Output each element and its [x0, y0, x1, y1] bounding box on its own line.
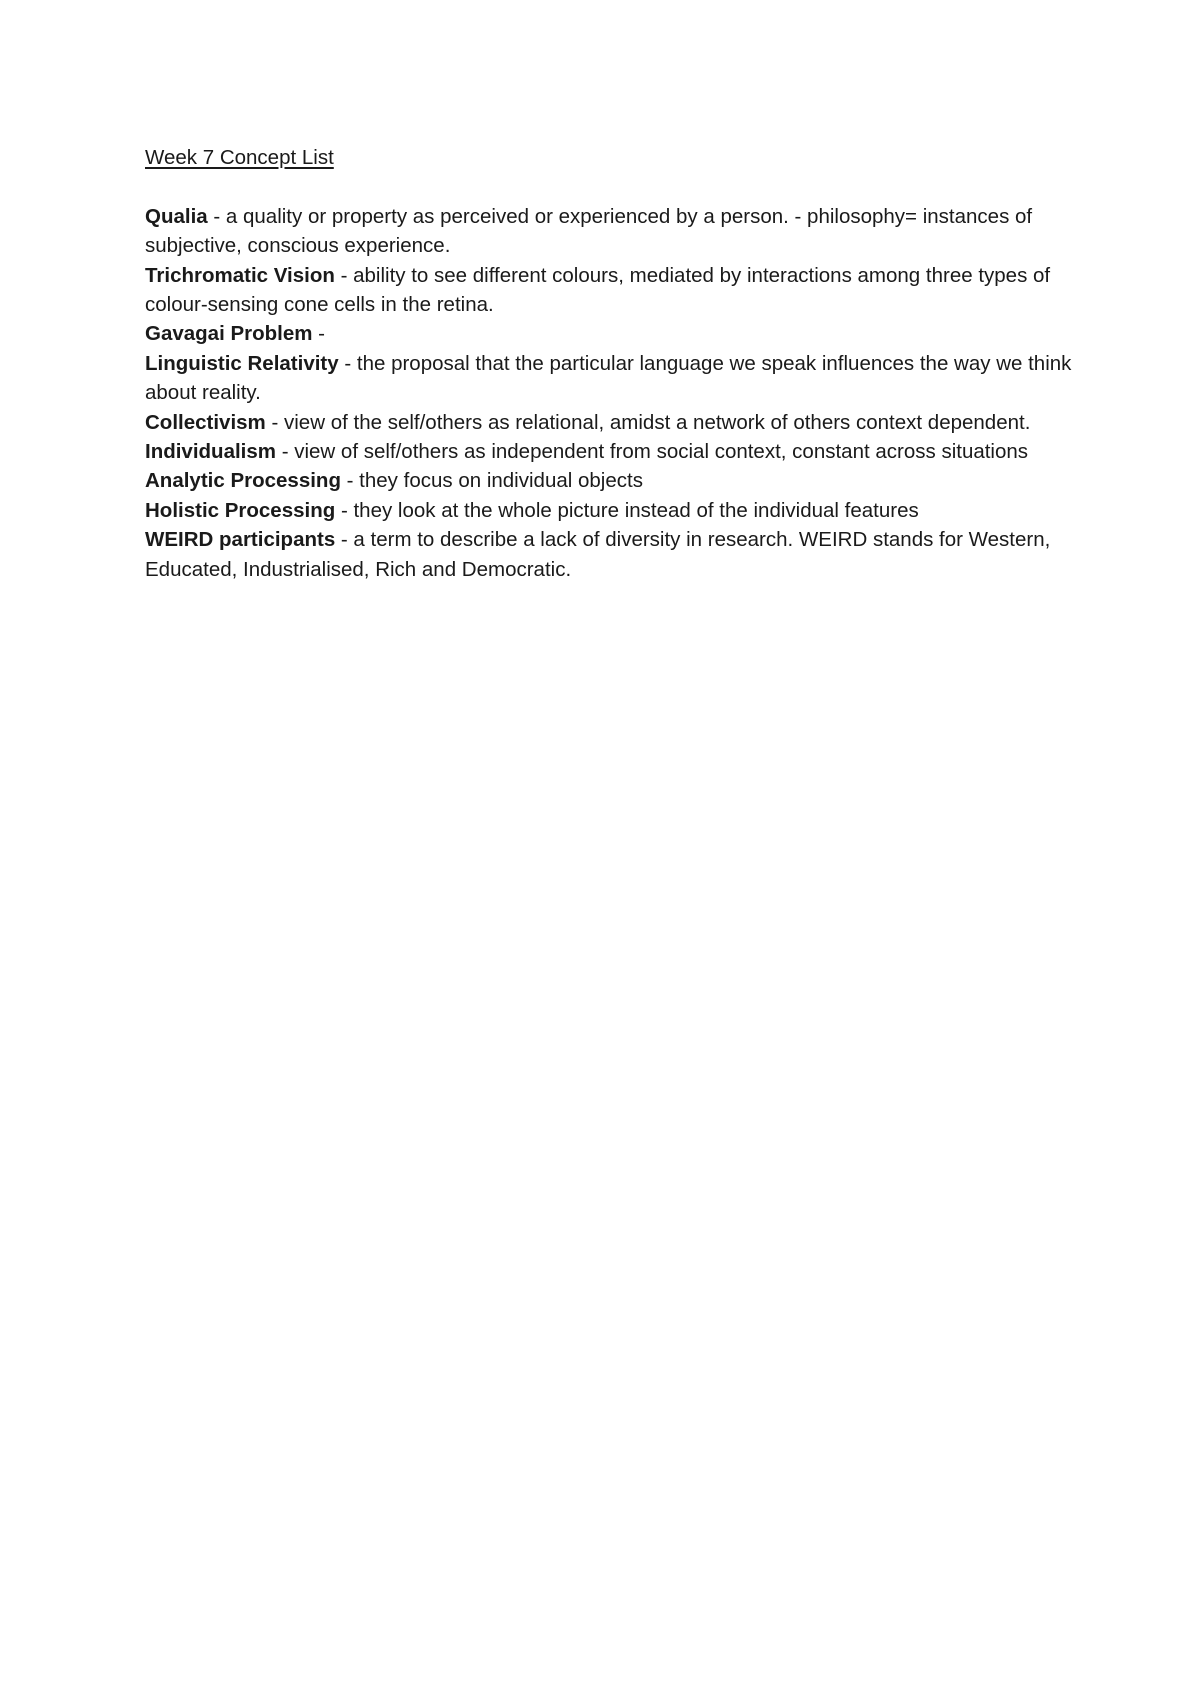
concept-definition: - [312, 322, 326, 346]
concept-definition: - they look at the whole picture instead of the individual features [335, 498, 919, 522]
concept-entry-trichromatic-vision [145, 261, 1075, 320]
concept-entry-linguistic-relativity [145, 349, 1075, 408]
concept-entry-individualism [145, 437, 1075, 466]
document-body [145, 143, 1075, 584]
concept-term: Holistic Processing [145, 498, 336, 522]
concept-entry-holistic-processing [145, 496, 1075, 525]
concept-definition: - the proposal that the particular language we speak influences the way we think about reality. [145, 351, 1072, 405]
document-title: Week 7 Concept List [145, 146, 334, 169]
concept-definition: - ability to see different colours, mediated by interactions among three types of colour-sensing cone cells in the retina. [145, 263, 1051, 317]
concept-term: Linguistic Relativity [145, 351, 339, 375]
concept-entry-collectivism [145, 408, 1075, 437]
concept-term: Collectivism [145, 410, 266, 434]
concept-term: WEIRD participants [145, 528, 336, 552]
concept-entry-qualia [145, 202, 1075, 261]
concept-definition: - they focus on individual objects [340, 469, 643, 493]
concept-entry-weird-participants [145, 525, 1075, 584]
concept-definition: - a quality or property as perceived or experienced by a person. - philosophy= instances of subjective, conscious experience. [145, 204, 1033, 258]
concept-entry-analytic-processing [145, 466, 1075, 495]
concept-term: Analytic Processing [145, 469, 341, 493]
concept-term: Gavagai Problem [145, 322, 313, 346]
concept-definition: - view of self/others as independent from social context, constant across situations [276, 440, 1029, 464]
concept-term: Trichromatic Vision [145, 263, 335, 287]
blank-line [145, 172, 1075, 201]
concept-term: Individualism [145, 440, 276, 464]
concept-entry-gavagai-problem [145, 319, 1075, 348]
concept-definition: - view of the self/others as relational, amidst a network of others context dependent. [265, 410, 1031, 434]
concept-term: Qualia [145, 204, 208, 228]
concept-definition: - a term to describe a lack of diversity in research. WEIRD stands for Western, Educated, Industrialised, Rich and Democratic. [145, 528, 1051, 581]
